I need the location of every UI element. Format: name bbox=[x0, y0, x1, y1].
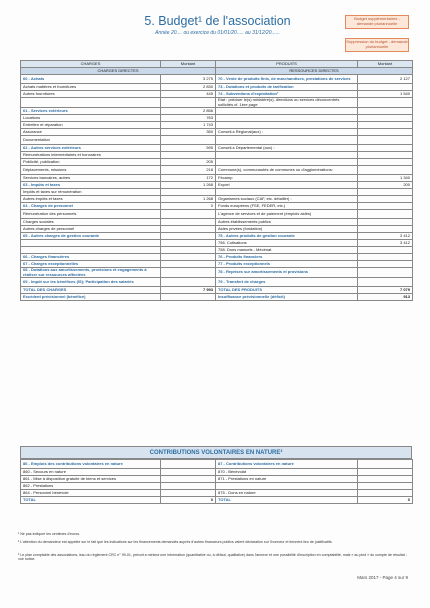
table-row bbox=[21, 68, 413, 75]
charge-label: 68 - Dotations aux amortissements, provisions et engagements à réaliser sur ressources affectées bbox=[21, 268, 161, 278]
charge-amount: 445 bbox=[161, 91, 216, 98]
charge-label: 86 - Emplois des contributions volontaires en nature bbox=[21, 460, 161, 469]
charge-amount bbox=[161, 136, 216, 145]
produit-amount bbox=[358, 254, 413, 261]
charge-amount bbox=[161, 226, 216, 233]
produit-label: Aides privées (fondation) bbox=[216, 226, 358, 233]
produit-amount bbox=[358, 261, 413, 268]
produit-amount bbox=[358, 268, 413, 278]
charge-amount bbox=[161, 483, 216, 490]
produit-amount bbox=[358, 278, 413, 287]
charge-label: 60 - Achats bbox=[21, 75, 161, 84]
produit-label: Organismes sociaux (CAF, etc. détailler) : bbox=[216, 196, 358, 203]
charge-label: Autres impôts et taxes bbox=[21, 196, 161, 203]
produit-label: TOTAL DES PRODUITS bbox=[216, 287, 358, 294]
produit-amount: 3 412 bbox=[358, 233, 413, 240]
section-header-produits: RESSOURCES DIRECTES bbox=[216, 68, 413, 75]
table-row bbox=[21, 226, 413, 233]
table-row bbox=[21, 108, 413, 115]
table-row bbox=[21, 278, 413, 287]
produit-label bbox=[216, 108, 358, 115]
produit-label: Etat : préciser le(s) ministère(s), directions ou services déconcentrés sollicités cf. 1ère page bbox=[216, 98, 358, 108]
charge-label: Autres fournitures bbox=[21, 91, 161, 98]
charge-amount bbox=[161, 268, 216, 278]
charge-amount bbox=[161, 233, 216, 240]
produit-amount bbox=[358, 460, 413, 469]
column-header: CHARGES bbox=[21, 61, 161, 68]
page-subtitle: Année 20.... ou exercice du 01/01/20..... au 31/12/20...... bbox=[155, 30, 280, 36]
charge-amount: 7 993 bbox=[161, 287, 216, 294]
charge-amount bbox=[161, 219, 216, 226]
charge-amount bbox=[161, 294, 216, 301]
produit-label bbox=[216, 136, 358, 145]
charge-amount bbox=[161, 469, 216, 476]
charge-label: Documentation bbox=[21, 136, 161, 145]
contributions-table bbox=[20, 459, 413, 504]
charge-label: Charges sociales bbox=[21, 219, 161, 226]
produit-amount: 200 bbox=[358, 182, 413, 189]
charge-label: Rémunération des personnels bbox=[21, 210, 161, 219]
contributions-title: CONTRIBUTIONS VOLONTAIRES EN NATURE³ bbox=[20, 446, 412, 459]
produit-label bbox=[216, 122, 358, 129]
table-row bbox=[21, 490, 413, 497]
charge-label: Impôts et taxes sur rémunération bbox=[21, 189, 161, 196]
table-row bbox=[21, 115, 413, 122]
table-row bbox=[21, 175, 413, 182]
charge-amount bbox=[161, 254, 216, 261]
charge-amount: 0 bbox=[161, 203, 216, 210]
charge-amount bbox=[161, 247, 216, 254]
table-row bbox=[21, 196, 413, 203]
produit-amount bbox=[358, 189, 413, 196]
produit-amount bbox=[358, 219, 413, 226]
produit-amount bbox=[358, 145, 413, 152]
charge-label: 862 - Prestations bbox=[21, 483, 161, 490]
produit-label: Conseil-s Départemental (aux) : bbox=[216, 145, 358, 152]
charge-label: 861 - Mise à disposition gratuite de biens et services bbox=[21, 476, 161, 483]
charge-amount: 218 bbox=[161, 166, 216, 175]
charge-amount: 1 743 bbox=[161, 122, 216, 129]
produit-amount: 0 bbox=[358, 497, 413, 504]
charge-amount: 1 268 bbox=[161, 182, 216, 189]
charge-amount: 595 bbox=[161, 145, 216, 152]
table-row bbox=[21, 91, 413, 98]
produit-label: 87 - Contributions volontaires en nature bbox=[216, 460, 358, 469]
table-row bbox=[21, 61, 413, 68]
charge-amount bbox=[161, 476, 216, 483]
produit-amount bbox=[358, 210, 413, 219]
table-row bbox=[21, 497, 413, 504]
produit-amount bbox=[358, 129, 413, 136]
produit-label: L'agence de services et de paiement (emplois aidés) bbox=[216, 210, 358, 219]
charge-label: Déplacements, missions bbox=[21, 166, 161, 175]
produit-label: 70 - Vente de produits finis, de marchandises, prestations de services bbox=[216, 75, 358, 84]
table-row bbox=[21, 268, 413, 278]
produit-label bbox=[216, 189, 358, 196]
produit-label: Autres établissements publics bbox=[216, 219, 358, 226]
produit-label: Insuffisance prévisionnelle (déficit) bbox=[216, 294, 358, 301]
charge-label: Achats matières et fournitures bbox=[21, 84, 161, 91]
table-row bbox=[21, 152, 413, 159]
charge-label: Publicité, publication bbox=[21, 159, 161, 166]
footnote-3: ³ Le plan comptable des associations, issu du règlement CRC n° 99-01, prévoit a minima une information (quantitative ou, à défaut, qualitative) dans l'annexe et une possibilité d'inscription en comptabilité, mais « au pied » du compte de résultat ; voir notice. bbox=[18, 553, 407, 562]
table-row bbox=[21, 145, 413, 152]
table-row bbox=[21, 129, 413, 136]
produit-amount bbox=[358, 122, 413, 129]
budget-delete-button[interactable]: Suppression du budget - demande pluriannuelle bbox=[345, 38, 409, 52]
charge-label: 67 - Charges exceptionnelles bbox=[21, 261, 161, 268]
produit-amount bbox=[358, 159, 413, 166]
charge-amount: 172 bbox=[161, 175, 216, 182]
budget-supplement-button[interactable]: Budget supplémentaires - demande pluriannuelle bbox=[345, 15, 409, 29]
produit-amount bbox=[358, 84, 413, 91]
charge-label bbox=[21, 247, 161, 254]
charge-label: 62 - Autres services extérieurs bbox=[21, 145, 161, 152]
table-row bbox=[21, 247, 413, 254]
charge-label: 69 - Impôt sur les bénéfices (IS); Participation des salariés bbox=[21, 278, 161, 287]
column-header: PRODUITS bbox=[216, 61, 358, 68]
table-row bbox=[21, 122, 413, 129]
page-title: 5. Budget¹ de l'association bbox=[144, 14, 291, 28]
table-row bbox=[21, 219, 413, 226]
charge-amount bbox=[161, 98, 216, 108]
produit-label: 871 - Prestations en nature bbox=[216, 476, 358, 483]
footnote-1: ¹ Ne pas indiquer les centimes d'euros. bbox=[18, 532, 81, 536]
column-header: Montant bbox=[161, 61, 216, 68]
produit-label: Conseil-s Régional(aux) : bbox=[216, 129, 358, 136]
charge-label: 64 - Charges de personnel bbox=[21, 203, 161, 210]
produit-amount bbox=[358, 196, 413, 203]
produit-label: Commune(s), communautés de communes ou d'agglomérations: bbox=[216, 166, 358, 175]
charge-label: Rémunérations intermédiaires et honoraires bbox=[21, 152, 161, 159]
table-row bbox=[21, 210, 413, 219]
table-row bbox=[21, 159, 413, 166]
charge-label: TOTAL DES CHARGES bbox=[21, 287, 161, 294]
table-row bbox=[21, 483, 413, 490]
produit-label: Fonds européens (FSE, FEDER, etc.) bbox=[216, 203, 358, 210]
produit-label bbox=[216, 115, 358, 122]
produit-amount bbox=[358, 476, 413, 483]
charge-amount bbox=[161, 240, 216, 247]
produit-amount bbox=[358, 166, 413, 175]
charge-amount: 3 275 bbox=[161, 75, 216, 84]
column-header: Montant bbox=[358, 61, 413, 68]
produit-amount: 913 bbox=[358, 294, 413, 301]
charge-label: Excédent prévisionnel (bénéfice) bbox=[21, 294, 161, 301]
produit-amount: 1 540 bbox=[358, 91, 413, 98]
produit-label: 76 - Produits financiers bbox=[216, 254, 358, 261]
charge-label: 65 - Autres charges de gestion courante bbox=[21, 233, 161, 240]
table-row bbox=[21, 469, 413, 476]
charge-amount: 205 bbox=[161, 159, 216, 166]
produit-amount: 3 412 bbox=[358, 240, 413, 247]
table-row bbox=[21, 294, 413, 301]
produit-label: 74 - Subventions d'exploitation² bbox=[216, 91, 358, 98]
charge-label: 61 - Services extérieurs bbox=[21, 108, 161, 115]
produit-amount bbox=[358, 469, 413, 476]
charge-label: 63 - Impôts et taxes bbox=[21, 182, 161, 189]
charge-label: TOTAL bbox=[21, 497, 161, 504]
charge-label: Services bancaires, autres bbox=[21, 175, 161, 182]
table-row bbox=[21, 240, 413, 247]
produit-label: 73 - Dotations et produits de tarification bbox=[216, 84, 358, 91]
charge-amount: 1 268 bbox=[161, 196, 216, 203]
table-row bbox=[21, 287, 413, 294]
produit-label: 870 - Bénévolat bbox=[216, 469, 358, 476]
table-row bbox=[21, 84, 413, 91]
charge-label: 66 - Charges financières bbox=[21, 254, 161, 261]
produit-label bbox=[216, 159, 358, 166]
table-row bbox=[21, 476, 413, 483]
charge-label: Locations bbox=[21, 115, 161, 122]
charge-amount: 0 bbox=[161, 497, 216, 504]
charge-label: 864 - Personnel bénévole bbox=[21, 490, 161, 497]
produit-label: TOTAL bbox=[216, 497, 358, 504]
charge-label: Autres charges de personnel bbox=[21, 226, 161, 233]
produit-label: 758. Dons manuels - Mécénat bbox=[216, 247, 358, 254]
produit-amount bbox=[358, 490, 413, 497]
produit-amount bbox=[358, 152, 413, 159]
charge-amount bbox=[161, 490, 216, 497]
table-row bbox=[21, 254, 413, 261]
charge-label: 860 - Secours en nature bbox=[21, 469, 161, 476]
charge-amount: 763 bbox=[161, 115, 216, 122]
produit-label: Export bbox=[216, 182, 358, 189]
table-row bbox=[21, 75, 413, 84]
charge-amount bbox=[161, 278, 216, 287]
table-row bbox=[21, 261, 413, 268]
charge-amount bbox=[161, 210, 216, 219]
table-row bbox=[21, 460, 413, 469]
produit-amount: 7 079 bbox=[358, 287, 413, 294]
charge-amount: 2 830 bbox=[161, 84, 216, 91]
produit-amount: 2 127 bbox=[358, 75, 413, 84]
table-row bbox=[21, 166, 413, 175]
produit-amount bbox=[358, 203, 413, 210]
produit-amount bbox=[358, 115, 413, 122]
produit-amount bbox=[358, 136, 413, 145]
produit-amount bbox=[358, 98, 413, 108]
produit-label: 79 - Transfert de charges bbox=[216, 278, 358, 287]
produit-label: 77 - Produits exceptionnels bbox=[216, 261, 358, 268]
table-row bbox=[21, 182, 413, 189]
charge-amount bbox=[161, 460, 216, 469]
produit-amount: 1 340 bbox=[358, 175, 413, 182]
produit-label: 78 - Reprises sur amortissements et provisions bbox=[216, 268, 358, 278]
charge-amount bbox=[161, 189, 216, 196]
produit-amount bbox=[358, 108, 413, 115]
produit-amount bbox=[358, 483, 413, 490]
produit-label bbox=[216, 152, 358, 159]
section-header-charges: CHARGES DIRECTES bbox=[21, 68, 216, 75]
footnote-2: ² L'attention du demandeur est appelée sur le fait que les indications sur les financements demandés auprès d'autres financeurs publics valent déclaration sur l'honneur et tiennent lieu de justificatifs. bbox=[18, 540, 333, 544]
table-row bbox=[21, 98, 413, 108]
produit-label bbox=[216, 483, 358, 490]
produit-amount bbox=[358, 247, 413, 254]
produit-label: 756. Cotisations bbox=[216, 240, 358, 247]
charge-amount bbox=[161, 152, 216, 159]
page-number: Mars 2017 - Page 4 sur 9 bbox=[357, 575, 408, 580]
table-row bbox=[21, 233, 413, 240]
charge-amount: 350 bbox=[161, 129, 216, 136]
charge-label bbox=[21, 98, 161, 108]
table-row bbox=[21, 189, 413, 196]
table-row bbox=[21, 136, 413, 145]
charge-amount: 2 856 bbox=[161, 108, 216, 115]
charge-amount bbox=[161, 261, 216, 268]
table-row bbox=[21, 203, 413, 210]
produit-label: 875 - Dons en nature bbox=[216, 490, 358, 497]
charge-label: Entretien et réparation bbox=[21, 122, 161, 129]
charge-label: Assurance bbox=[21, 129, 161, 136]
produit-label: Fécamp bbox=[216, 175, 358, 182]
produit-label: 75 - Autres produits de gestion courante bbox=[216, 233, 358, 240]
charge-label bbox=[21, 240, 161, 247]
produit-amount bbox=[358, 226, 413, 233]
budget-table bbox=[20, 60, 413, 301]
